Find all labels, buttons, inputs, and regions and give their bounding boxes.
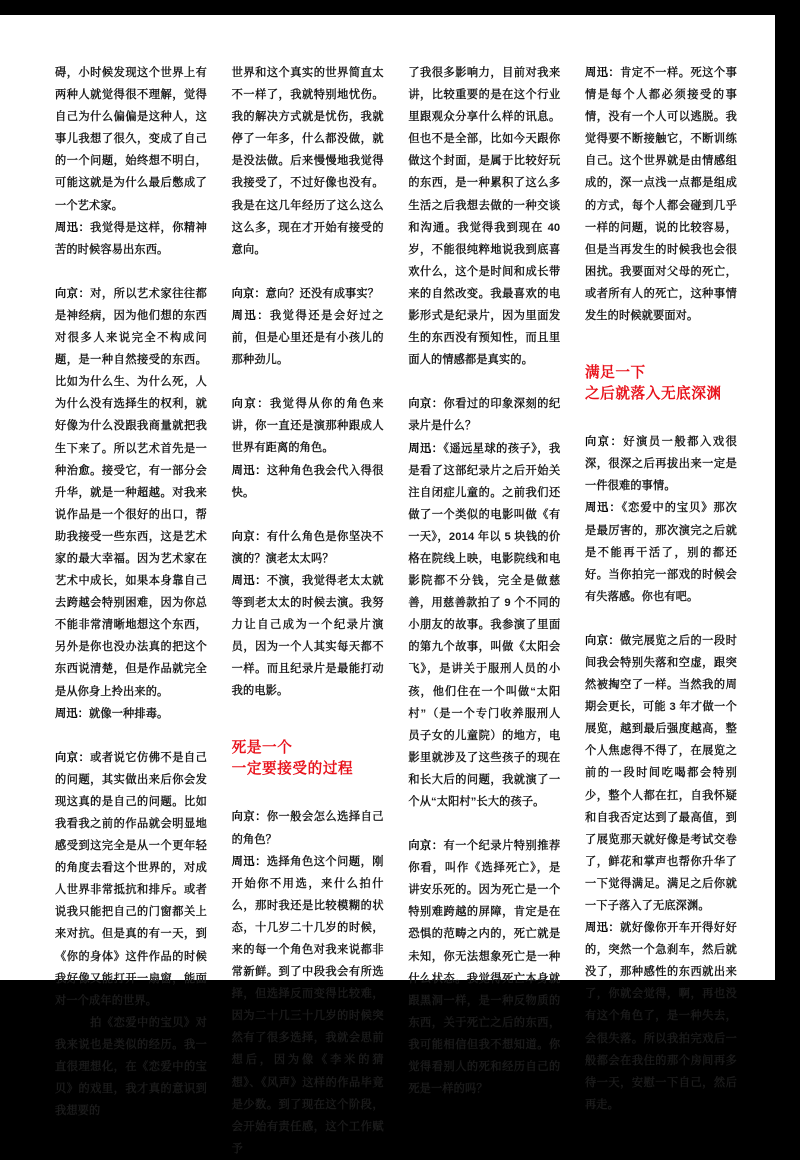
- paragraph-continuation: 世界和这个真实的世界简直太不一样了，我就特别地忧伤。我的解决方式就是忧伤，我就停了一年多，什么都没做，就是没法做。后来慢慢地我觉得我接受了，不过好像也没有。我是在这几年经历了这么这么这么多，现在才开始有接受的意向。: [231, 67, 384, 256]
- qa-paragraph: [585, 630, 737, 917]
- qa-paragraph: [585, 62, 737, 327]
- qa-paragraph: [408, 835, 560, 1100]
- qa-paragraph: [232, 283, 384, 305]
- qa-paragraph: [232, 851, 384, 1160]
- speaker-label: 周迅：: [231, 464, 267, 477]
- qa-text: 我觉得还是会好过之前，但是心里还是有小孩儿的那种劲儿。: [231, 309, 384, 367]
- qa-text: 《遥远星球的孩子》，我是看了这部纪录片之后开始关注自闭症儿童的。之前我们还做了一个类似的电影叫做《有一天》，2014 年以 5 块钱的价格在院线上映，电影院线和电影院都不分钱，完全是做慈善，用慈善款拍了 9 个不同的小朋友的故事。我参演了里面的第九个故事，叫做《太阳会飞》，是讲关于服刑人员的小孩，他们住在一个叫做“太阳村”（是一个专门收养服刑人员子女的儿童院）的地方，电影里就涉及了这些孩子的现在和长大后的问题，我就演了一个从“太阳村”长大的孩子。: [408, 442, 561, 808]
- qa-paragraph: [232, 460, 384, 504]
- qa-text: 我觉得从你的角色来讲，你一直还是演那种跟成人世界有距离的角色。: [231, 398, 384, 455]
- heading-line-2: 一定要接受的过程: [231, 761, 354, 778]
- qa-text: 就像一种排毒。: [89, 707, 169, 720]
- qa-paragraph: [55, 283, 207, 703]
- speaker-label: 向京：: [231, 530, 267, 543]
- text-column-3: [408, 62, 560, 1100]
- paragraph-continuation: 碍，小时候发现这个世界上有两种人就觉得很不理解，觉得自己为什么偏偏是这种人，这事儿我想了很久，变成了自己的一个问题，始终想不明白，可能这就是为什么最后憋成了一个艺术家。: [55, 67, 207, 212]
- speaker-label: 向京：: [408, 398, 444, 411]
- qa-paragraph: [232, 393, 384, 459]
- speaker-label: 向京：: [55, 287, 91, 300]
- qa-paragraph: [232, 806, 384, 850]
- speaker-label: 周迅：: [231, 574, 267, 587]
- qa-text: 不演，我觉得老太太就等到老太太的时候去演。我努力让自己成为一个纪录片演员，因为一个人其实每天都不一样。而且纪录片是最能打动我的电影。: [231, 574, 384, 698]
- qa-paragraph: [232, 570, 384, 703]
- heading-line-1: 死是一个: [231, 740, 293, 757]
- speaker-label: 周迅：: [231, 309, 271, 322]
- qa-text: 有什么角色是你坚决不演的？演老太太吗？: [231, 530, 384, 565]
- qa-text: 对，所以艺术家往往都是神经病，因为他们想的东西对很多人来说完全不构成问题，是一种自然接受的东西。比如为什么生、为什么死，人为什么没有选择生的权利，就好像为什么没跟我商量就把我生下来了。所以艺术首先是一种治愈。接受它，有一部分会升华，就是一种超越。对我来说作品是一个很好的出口，帮助我接受一些东西，这是艺术家的最大幸福。因为艺术家在艺术中成长，如果本身靠自己去跨越会特别困难，因为你总不能非常清晰地想这个东西，另外是你也没办法真的把这个东西说清楚，但是作品就完全是从你身上拎出来的。: [55, 287, 207, 698]
- speaker-label: 周迅：: [408, 442, 444, 455]
- qa-paragraph: [232, 305, 384, 371]
- qa-paragraph: [585, 497, 737, 607]
- speaker-label: 向京：: [231, 811, 267, 824]
- speaker-label: 向京：: [231, 287, 266, 300]
- qa-paragraph: [585, 917, 737, 1116]
- speaker-label: 周迅：: [584, 502, 622, 515]
- qa-text: 拍《恋爱中的宝贝》对我来说也是类似的经历。我一直很理想化，在《恋爱中的宝贝》的戏里，我才真的意识到我想要的: [55, 1016, 207, 1118]
- text-column-1: [55, 62, 207, 1122]
- speaker-label: 周迅：: [55, 1016, 91, 1029]
- speaker-label: 向京：: [584, 634, 621, 647]
- qa-text: 你一般会怎么选择自己的角色？: [231, 811, 384, 846]
- paragraph-continuation: 了我很多影响力，目前对我来讲，比较重要的是在这个行业里跟观众分享什么样的讯息。但也不是全部，比如今天跟你做这个封面，是属于比较好玩的东西，是一种累积了这么多生活之后我想去做的一种交谈和沟通。我觉得我到现在 40 岁，不能很纯粹地说我到底喜欢什么，这个是时间和成长带来的自然改变。我最喜欢的电影形式是纪录片，因为里面发生的东西没有预知性，而且里面人的情感都是真实的。: [408, 67, 561, 367]
- qa-text: 意向？还没有成事实？: [265, 287, 380, 300]
- qa-paragraph: [55, 1012, 207, 1122]
- text-columns-container: [55, 62, 737, 1155]
- speaker-label: 周迅：: [584, 67, 621, 79]
- qa-text: 有一个纪录片特别推荐你看，叫作《选择死亡》，是讲安乐死的。因为死亡是一个特别难跨越的屏障，肯定是在恐惧的范畴之内的，死亡就是未知，你无法想象死亡是一种什么状态。我觉得死亡本身就跟黑洞一样，是一种反物质的东西，关于死亡之后的东西，我可能相信但我不想知道。你觉得看别人的死和经历自己的死是一样的吗？: [408, 840, 561, 1096]
- text-column-4: [585, 62, 737, 1116]
- qa-paragraph: [55, 703, 207, 725]
- speaker-label: 周迅：: [55, 707, 90, 720]
- speaker-label: 向京：: [408, 840, 444, 853]
- speaker-label: 周迅：: [231, 855, 267, 868]
- qa-text: 《恋爱中的宝贝》那次是最厉害的，那次演完之后就是不能再干活了，别的都还好。当你拍完一部戏的时候会有失落感。你也有吧。: [584, 502, 737, 603]
- speaker-label: 向京：: [55, 751, 91, 764]
- qa-paragraph: [55, 217, 207, 261]
- heading-line-2: 之后就落入无底深渊: [584, 386, 722, 403]
- magazine-page: [0, 15, 775, 1155]
- qa-text: 就好像你开车开得好好的，突然一个急刹车，然后就没了，那种感性的东西就出来了，你就会觉得，啊，再也没有这个角色了，是一种失去，会很失落。所以我拍完戏后一般都会在我住的那个房间再多待一天，安慰一下自己，然后再走。: [584, 922, 737, 1111]
- speaker-label: 向京：: [231, 398, 271, 411]
- section-heading-abyss: [585, 363, 737, 405]
- qa-text: 这种角色我会代入得很快。: [231, 464, 384, 499]
- qa-paragraph: [408, 393, 560, 437]
- speaker-label: 向京：: [584, 436, 624, 449]
- qa-text: 选择角色这个问题，刚开始你不用选，来什么拍什么，那时我还是比较模糊的状态，十几岁二十几岁的时候，来的每一个角色对我来说都非常新鲜。到了中段我会有所选择，但选择反而变得比较难，因为二十几三十几岁的时候突然有了很多选择，我就会思前想后，因为像《李米的猜想》、《风声》这样的作品毕竟是少数。到了现在这个阶段，会开始有责任感，这个工作赋予: [231, 855, 384, 1155]
- qa-text: 或者说它仿佛不是自己的问题，其实做出来后你会发现这真的是自己的问题。比如我看我之前的作品就会明显地感受到这完全是从一个更年轻的角度去看这个世界的，对成人世界非常抵抗和排斥。或者说我只能把自己的门窗都关上来对抗。但是真的有一天，到《你的身体》这件作品的时候我好像又能打开一扇窗，能面对一个成年的世界。: [55, 751, 207, 1007]
- section-heading-death: [232, 738, 384, 780]
- qa-paragraph: [55, 747, 207, 1012]
- qa-text: 肯定不一样。死这个事情是每个人都必须接受的事情，没有一个人可以逃脱。我觉得要不断接触它，不断训练自己。这个世界就是由情感组成的，深一点浅一点都是组成的方式，每个人都会碰到几乎一样的问题，说的比较容易，但是当再发生的时候我也会很困扰。我要面对父母的死亡，或者所有人的死亡，这种事情发生的时候就要面对。: [584, 67, 737, 323]
- qa-paragraph: [408, 438, 560, 814]
- qa-text: 做完展览之后的一段时间我会特别失落和空虚，跟突然被掏空了一样。当然我的周期会更长，可能 3 年才做一个展览，越到最后强度越高，整个人焦虑得不得了，在展览之前的一段时间吃喝都会特别少，整个人都在扛，自我怀疑和自我否定达到了最高值，到了展览那天就好像是考试交卷了，鲜花和掌声也帮你升华了一下觉得满足。满足之后你就一下子落入了无底深渊。: [584, 634, 737, 912]
- text-column-2: [232, 62, 384, 1160]
- speaker-label: 周迅：: [55, 221, 91, 234]
- qa-text: 你看过的印象深刻的纪录片是什么？: [408, 398, 561, 433]
- qa-paragraph: [585, 431, 737, 497]
- qa-text: 好演员一般都入戏很深，很深之后再拔出来一定是一件很难的事情。: [584, 436, 737, 493]
- qa-text: 我觉得是这样，你精神苦的时候容易出东西。: [55, 221, 207, 256]
- qa-paragraph: [232, 526, 384, 570]
- speaker-label: 周迅：: [584, 922, 621, 935]
- heading-line-1: 满足一下: [584, 365, 646, 382]
